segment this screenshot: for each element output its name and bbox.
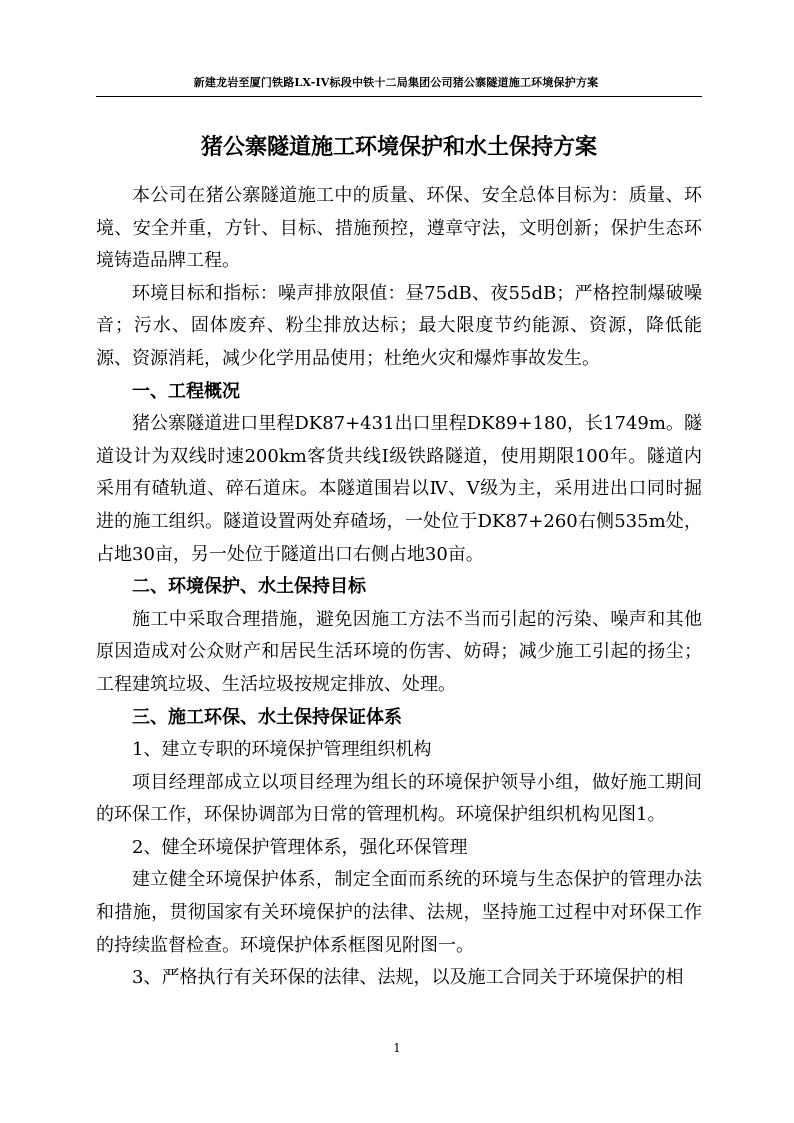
running-header: 新建龙岩至厦门铁路LX-IV标段中铁十二局集团公司猪公寨隧道施工环境保护方案 (193, 76, 599, 89)
page-number: 1 (393, 1041, 401, 1055)
section-heading-overview: 一、工程概况 (132, 380, 240, 402)
item-heading-organization: 1、建立专职的环境保护管理组织机构 (132, 739, 432, 761)
document-body (96, 180, 702, 995)
intro-paragraph: 本公司在猪公寨隧道施工中的质量、环保、安全总体目标为：质量、环境、安全并重，方针、目标、措施预控，遵章守法，文明创新；保护生态环境铸造品牌工程。 (96, 185, 702, 272)
overview-paragraph: 猪公寨隧道进口里程DK87+431出口里程DK89+180，长1749m。隧道设计为双线时速200km客货共线Ⅰ级铁路隧道，使用期限100年。隧道内采用有碴轨道、碎石道床。本隧道围岩以Ⅳ、Ⅴ级为主，采用进出口同时掘进的施工组织。隧道设置两处弃碴场，一处位于DK87+260右侧535m处，占地30亩，另一处位于隧道出口右侧占地30亩。 (96, 413, 702, 565)
goals-paragraph: 施工中采取合理措施，避免因施工方法不当而引起的污染、噪声和其他原因造成对公众财产和居民生活环境的伤害、妨碍；减少施工引起的扬尘；工程建筑垃圾、生活垃圾按规定排放、处理。 (96, 608, 702, 695)
management-paragraph: 建立健全环境保护体系，制定全面而系统的环境与生态保护的管理办法和措施，贯彻国家有关环境保护的法律、法规，坚持施工过程中对环保工作的持续监督检查。环境保护体系框图见附图一。 (96, 869, 702, 956)
section-heading-goals: 二、环境保护、水土保持目标 (132, 576, 366, 598)
section-heading-system: 三、施工环保、水土保持保证体系 (132, 706, 402, 728)
regulations-paragraph: 3、严格执行有关环保的法律、法规，以及施工合同关于环境保护的相 (132, 967, 684, 989)
document-title: 猪公寨隧道施工环境保护和水土保持方案 (200, 134, 597, 160)
item-heading-management: 2、健全环境保护管理体系，强化环保管理 (132, 836, 468, 858)
header-rule (96, 96, 702, 97)
organization-paragraph: 项目经理部成立以项目经理为组长的环境保护领导小组，做好施工期间的环保工作，环保协调部为日常的管理机构。环境保护组织机构见图1。 (96, 771, 702, 826)
targets-paragraph: 环境目标和指标：噪声排放限值：昼75dB、夜55dB；严格控制爆破噪音；污水、固体废弃、粉尘排放达标；最大限度节约能源、资源，降低能源、资源消耗，减少化学用品使用；杜绝火灾和爆炸事故发生。 (96, 282, 702, 369)
